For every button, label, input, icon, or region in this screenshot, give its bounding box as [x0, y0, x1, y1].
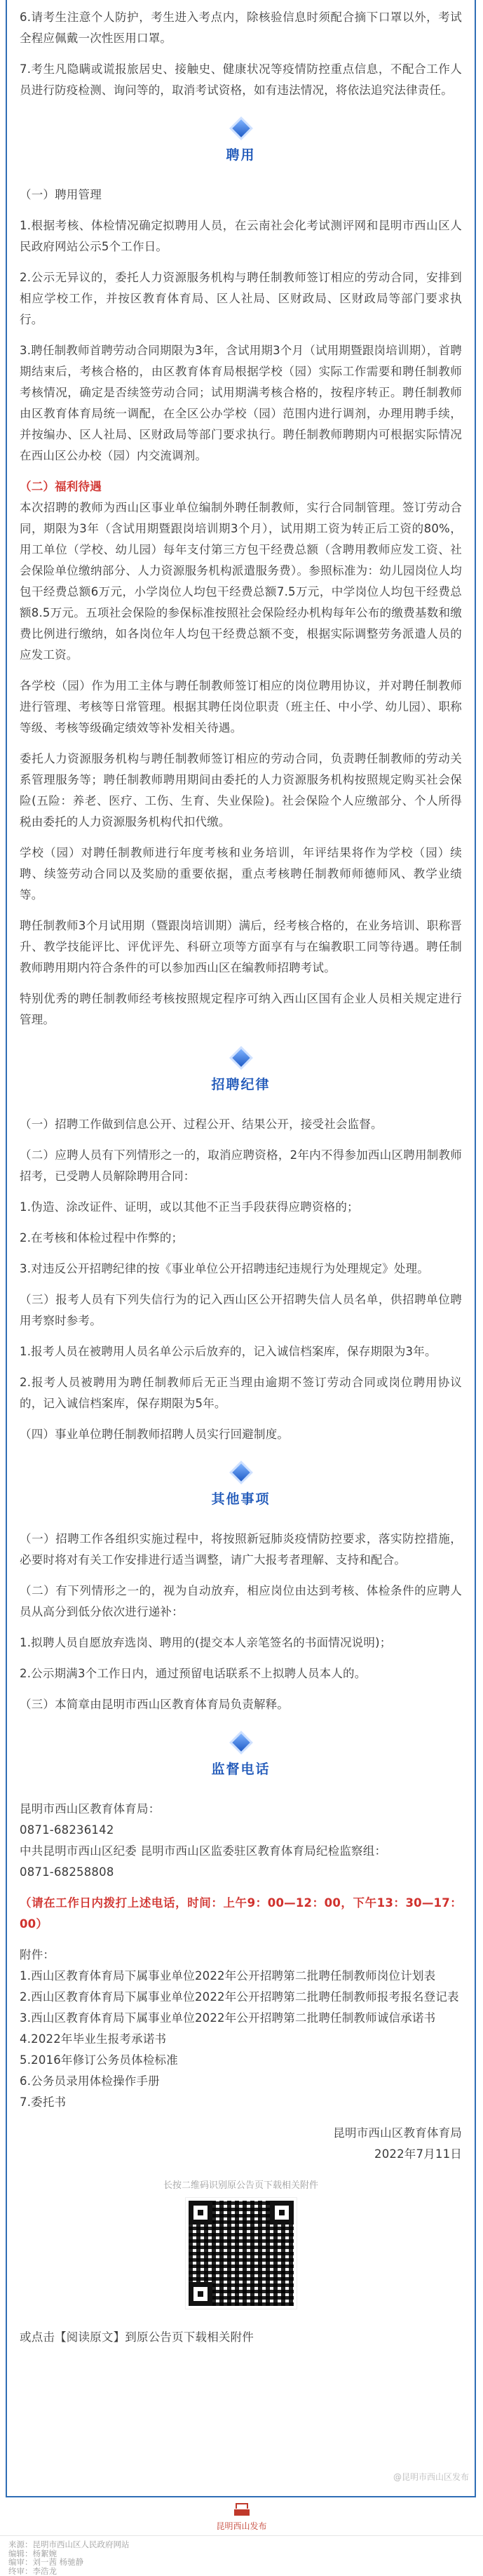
footer-brand [0, 2503, 483, 2532]
paragraph: 3.对违反公开招聘纪律的按《事业单位公开招聘违纪违规行为处理规定》处理。 [20, 1262, 429, 1275]
paragraph: 1.报考人员在被聘用人员名单公示后放弃的，记入诚信档案库，保存期限为3年。 [20, 1345, 437, 1358]
attachment-item: 7.委托书 [20, 2095, 67, 2109]
editor-line: 编辑：杨絮婉 [8, 2548, 57, 2558]
section-title: 聘用 [226, 147, 256, 163]
paragraph: （一）招聘工作各组织实施过程中，将按照新冠肺炎疫情防控要求，落实防控措施，必要时将对有关工作安排进行适当调整，请广大报考者理解、支持和配合。 [20, 1532, 462, 1567]
attachment-item: 2.西山区教育体育局下属事业单位2022年公开招聘第二批聘任制教师报考报名登记表 [20, 1990, 459, 2004]
paragraph: （二）应聘人员有下列情形之一的，取消应聘资格，2年内不得参加西山区聘用制教师招考，已受聘人员解除聘用合同： [20, 1148, 462, 1183]
attachments-title: 附件： [20, 1948, 55, 1961]
section-header-phone [20, 1733, 462, 1778]
intro-paragraph: 6.请考生注意个人防护，考生进入考点内，除核验信息时须配合摘下口罩以外，考试全程应佩戴一次性医用口罩。 [20, 11, 462, 45]
attachment-item: 5.2016年修订公务员体检标准 [20, 2053, 178, 2067]
diamond-icon [232, 1463, 250, 1482]
paragraph: （二）有下列情形之一的，视为自动放弃，相应岗位由达到考核、体检条件的应聘人员从高分到低分依次进行递补： [20, 1584, 462, 1618]
phone-hours: （请在工作日内拨打上述电话，时间：上午9：00—12：00，下午13：30—17：00） [20, 1896, 462, 1931]
reviewer-line: 编审：刘一茜 杨驰静 [8, 2557, 84, 2567]
signature-org: 昆明市西山区教育体育局 [333, 2126, 462, 2140]
paragraph: 各学校（园）作为用工主体与聘任制教师签订相应的岗位聘用协议，并对聘任制教师进行管理、考核等日常管理。根据其聘任岗位职责（班主任、中小学、幼儿园）、职称等级、考核等级确定绩效等补发相关待遇。 [20, 679, 462, 734]
contact-line: 中共昆明市西山区纪委 昆明市西山区监委驻区教育体育局纪检监察组： [20, 1844, 387, 1858]
read-original-note: 或点击【阅读原文】到原公告页下载相关附件 [20, 2330, 254, 2344]
footer-brand-name: 昆明西山发布 [216, 2521, 267, 2531]
signature-date: 2022年7月11日 [374, 2147, 462, 2161]
section-title: 招聘纪律 [211, 1077, 271, 1092]
paragraph: 3.聘任制教师首聘劳动合同期限为3年，含试用期3个月（试用期暨跟岗培训期），首聘期结束后，考核合格的，由区教育体育局根据学校（园）实际工作需要和聘任制教师考核情况，确定是否续签劳动合同；试用期满考核合格的，按程序转正。聘任制教师由区教育体育局统一调配，在全区公办学校（园）范围内进行调剂，办理用聘手续，并按编办、区人社局、区财政局等部门要求执行。聘任制教师聘期内可根据实际情况在西山区公办校（园）内交流调剂。 [20, 344, 462, 462]
paragraph: 2.在考核和体检过程中作弊的； [20, 1231, 184, 1245]
paragraph: （四）事业单位聘任制教师招聘人员实行回避制度。 [20, 1428, 290, 1441]
paragraph: （三）报考人员有下列失信行为的记入西山区公开招聘失信人员名单，供招聘单位聘用考察时参考。 [20, 1293, 462, 1327]
paragraph: 学校（园）对聘任制教师进行年度考核和业务培训，年评结果将作为学校（园）续聘、续签劳动合同以及奖励的重要依据，重点考核聘任制教师师德师风、教学业绩等。 [20, 846, 462, 901]
section-header-hire [20, 119, 462, 163]
section-title: 监督电话 [211, 1762, 271, 1777]
source-line: 来源：昆明市西山区人民政府网站 [8, 2540, 130, 2549]
final-review-line: 终审：李浩龙 [8, 2565, 57, 2576]
contact-line: 昆明市西山区教育体育局： [20, 1802, 161, 1816]
qr-wrapper [20, 2198, 462, 2312]
article-body [6, 0, 476, 2497]
watermark: @昆明市西山区发布 [393, 2472, 469, 2482]
attachment-item: 1.西山区教育体育局下属事业单位2022年公开招聘第二批聘任制教师岗位计划表 [20, 1969, 436, 1983]
attachment-item: 4.2022年毕业生报考承诺书 [20, 2032, 167, 2046]
paragraph: 1.根据考核、体检情况确定拟聘用人员，在云南社会化考试测评网和昆明市西山区人民政府网站公示5个工作日。 [20, 219, 462, 253]
paragraph: 聘任制教师3个月试用期（暨跟岗培训期）满后，经考核合格的，在业务培训、职称晋升、教学技能评比、评优评先、科研立项等方面享有与在编教职工同等待遇。聘任制教师聘用期内符合条件的可以参加西山区在编教师招聘考试。 [20, 919, 462, 974]
attachment-item: 3.西山区教育体育局下属事业单位2022年公开招聘第二批聘任制教师诚信承诺书 [20, 2011, 436, 2025]
paragraph: 2.公示期满3个工作日内，通过预留电话联系不上拟聘人员本人的。 [20, 1667, 367, 1680]
welfare-subtitle: （二）福利待遇 [20, 480, 102, 493]
section-header-other [20, 1463, 462, 1508]
section-header-discipline [20, 1049, 462, 1093]
paragraph: 2.报考人员被聘用为聘任制教师后无正当理由逾期不签订劳动合同或岗位聘用协议的，记入诚信档案库，保存期限为5年。 [20, 1376, 462, 1410]
section-title: 其他事项 [211, 1491, 271, 1507]
attachment-item: 6.公务员录用体检操作手册 [20, 2074, 160, 2088]
diamond-icon [232, 119, 250, 137]
qr-code-icon[interactable] [186, 2198, 297, 2309]
intro-paragraph: 7.考生凡隐瞒或谎报旅居史、接触史、健康状况等疫情防控重点信息，不配合工作人员进行防疫检测、询问等的，取消考试资格，如有违法情况，将依法追究法律责任。 [20, 62, 462, 97]
paragraph: 2.公示无异议的，委托人力资源服务机构与聘任制教师签订相应的劳动合同，安排到相应学校工作，并按区教育体育局、区人社局、区财政局、区财政局等部门要求执行。 [20, 271, 462, 326]
paragraph: 委托人力资源服务机构与聘任制教师签订相应的劳动合同，负责聘任制教师的劳动关系管理服务等；聘任制教师聘用期间由委托的人力资源服务机构按照规定购买社会保险(五险：养老、医疗、工伤、生育、失业保险)。社会保险个人应缴部分、个人所得税由委托的人力资源服务机构代扣代缴。 [20, 752, 462, 829]
phone-number[interactable]: 0871-68236142 [20, 1823, 114, 1837]
building-logo-icon [234, 2503, 250, 2516]
qr-caption: 长按二维码识别原公告页下载相关附件 [163, 2180, 318, 2191]
diamond-icon [232, 1049, 250, 1067]
phone-number[interactable]: 0871-68258808 [20, 1865, 114, 1879]
footer-meta [0, 2535, 483, 2575]
paragraph: （一）招聘工作做到信息公开、过程公开、结果公开，接受社会监督。 [20, 1118, 383, 1131]
paragraph: （三）本简章由昆明市西山区教育体育局负责解释。 [20, 1698, 290, 1711]
paragraph: 1.伪造、涂改证件、证明，或以其他不正当手段获得应聘资格的； [20, 1200, 359, 1214]
diamond-icon [232, 1733, 250, 1752]
paragraph: （一）聘用管理 [20, 188, 102, 201]
paragraph: 特别优秀的聘任制教师经考核按照规定程序可纳入西山区国有企业人员相关规定进行管理。 [20, 992, 462, 1026]
paragraph: 本次招聘的教师为西山区事业单位编制外聘任制教师，实行合同制管理。签订劳动合同，期限为3年（含试用期暨跟岗培训期3个月），试用期工资为转正后工资的80%，用工单位（学校、幼儿园）每年支付第三方包干经费总额（含聘用教师应发工资、社会保险单位缴纳部分、人力资源服务机构派遣服务费）。参照标准为：幼儿园岗位人均包干经费总额6万元，小学岗位人均包干经费总额7.5万元，中学岗位人均包干经费总额8.5万元。五项社会保险的参保标准按照社会保险经办机构每年公布的缴费基数和缴费比例进行缴纳，如各岗位年人均包干经费总额不变，根据实际调整劳务派遣人员的应发工资。 [20, 501, 462, 662]
paragraph: 1.拟聘人员自愿放弃选岗、聘用的(提交本人亲笔签名的书面情况说明)； [20, 1636, 392, 1649]
